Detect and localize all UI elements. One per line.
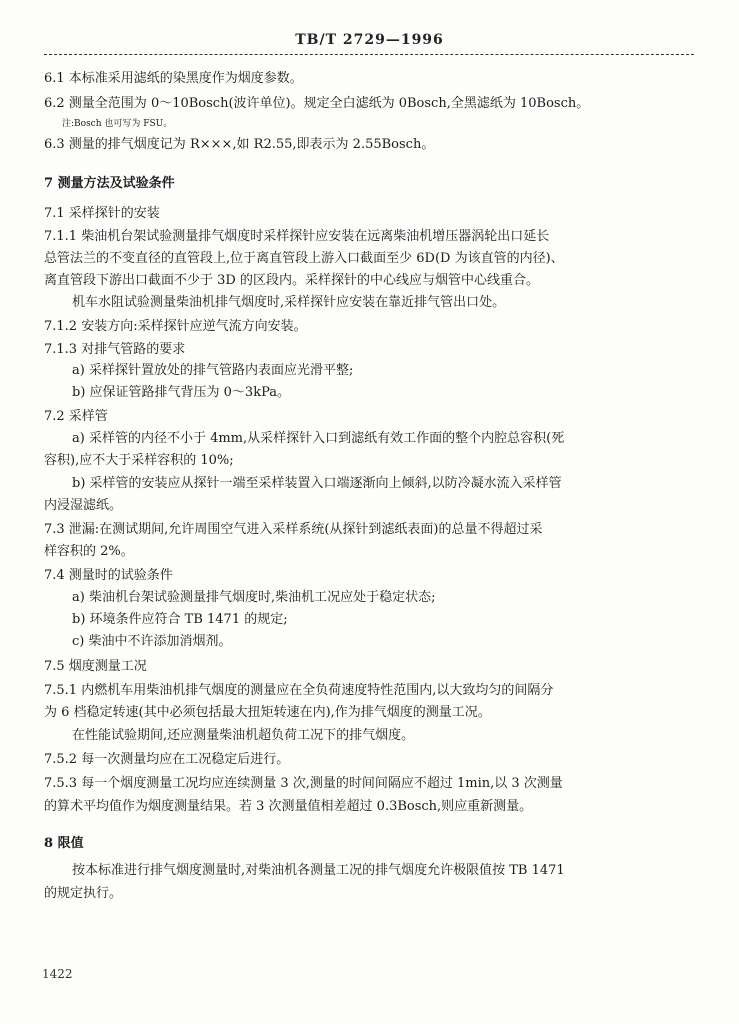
text-line: 7.4 测量时的试验条件 <box>44 568 173 583</box>
text-line: 6.3 测量的排气烟度记为 R×××,如 R2.55,即表示为 2.55Bosch。 <box>44 137 435 152</box>
text-line: 6.2 测量全范围为 0～10Bosch(波许单位)。规定全白滤纸为 0Bosch,全黑滤纸为 10Bosch。 <box>44 96 590 111</box>
list-item: a) 采样管的内径不小于 4mm,从采样探针入口到滤纸有效工作面的整个内腔总容积(死 <box>72 431 565 446</box>
text-line: 总管法兰的不变直径的直管段上,位于离直管段上游入口截面至少 6D(D 为该直管的内径)、 <box>44 251 564 266</box>
text-line: 离直管段下游出口截面不少于 3D 的区段内。采样探针的中心线应与烟管中心线重合。 <box>44 273 539 288</box>
list-item: c) 柴油中不许添加消烟剂。 <box>72 634 232 649</box>
text-line: 的算术平均值作为烟度测量结果。若 3 次测量值相差超过 0.3Bosch,则应重新测量。 <box>44 799 533 814</box>
text-line: 按本标准进行排气烟度测量时,对柴油机各测量工况的排气烟度允许极限值按 TB 1471 <box>72 863 565 878</box>
text-line: 7.1.1 柴油机台架试验测量排气烟度时采样探针应安装在远离柴油机增压器涡轮出口延长 <box>44 229 550 244</box>
list-item: a) 采样探针置放处的排气管路内表面应光滑平整; <box>72 363 354 378</box>
list-item: b) 环境条件应符合 TB 1471 的规定; <box>72 612 288 627</box>
text-line: 7.1 采样探针的安装 <box>44 206 160 221</box>
text-line: 在性能试验期间,还应测量柴油机超负荷工况下的排气烟度。 <box>72 728 415 743</box>
section-heading: 8 限值 <box>44 836 84 851</box>
text-line: 7.5.3 每一个烟度测量工况均应连续测量 3 次,测量的时间间隔应不超过 1min,以 3 次测量 <box>44 776 563 791</box>
note-line: 注:Bosch 也可写为 FSU。 <box>62 119 173 129</box>
text-line: 7.1.2 安装方向:采样探针应逆气流方向安装。 <box>44 319 307 334</box>
list-item: b) 应保证管路排气背压为 0～3kPa。 <box>72 385 290 400</box>
page-number: 1422 <box>42 967 73 981</box>
list-item: a) 柴油机台架试验测量排气烟度时,柴油机工况应处于稳定状态; <box>72 590 436 605</box>
text-line: 7.2 采样管 <box>44 409 108 424</box>
text-line: 7.5.2 每一次测量均应在工况稳定后进行。 <box>44 752 290 767</box>
text-line: 7.5 烟度测量工况 <box>44 659 147 674</box>
text-line: 6.1 本标准采用滤纸的染黑度作为烟度参数。 <box>44 71 303 86</box>
text-line: 的规定执行。 <box>44 886 123 901</box>
text-line: 7.3 泄漏:在测试期间,允许周围空气进入采样系统(从探针到滤纸表面)的总量不得超过采 <box>44 522 543 537</box>
list-item: b) 采样管的安装应从探针一端至采样装置入口端逐渐向上倾斜,以防冷凝水流入采样管 <box>72 476 562 491</box>
page-header: TB/T 2729—1996 <box>295 32 444 48</box>
header-rule <box>44 54 694 55</box>
text-line: 样容积的 2%。 <box>44 544 134 559</box>
section-heading: 7 测量方法及试验条件 <box>44 176 175 191</box>
text-line: 为 6 档稳定转速(其中必须包括最大扭矩转速在内),作为排气烟度的测量工况。 <box>44 705 491 720</box>
text-line: 7.1.3 对排气管路的要求 <box>44 342 186 357</box>
text-line: 7.5.1 内燃机车用柴油机排气烟度的测量应在全负荷速度特性范围内,以大致均匀的间隔分 <box>44 683 554 698</box>
text-line: 容积),应不大于采样容积的 10%; <box>44 453 234 468</box>
text-line: 内浸湿滤纸。 <box>44 498 123 513</box>
text-line: 机车水阻试验测量柴油机排气烟度时,采样探针应安装在靠近排气管出口处。 <box>72 295 506 310</box>
